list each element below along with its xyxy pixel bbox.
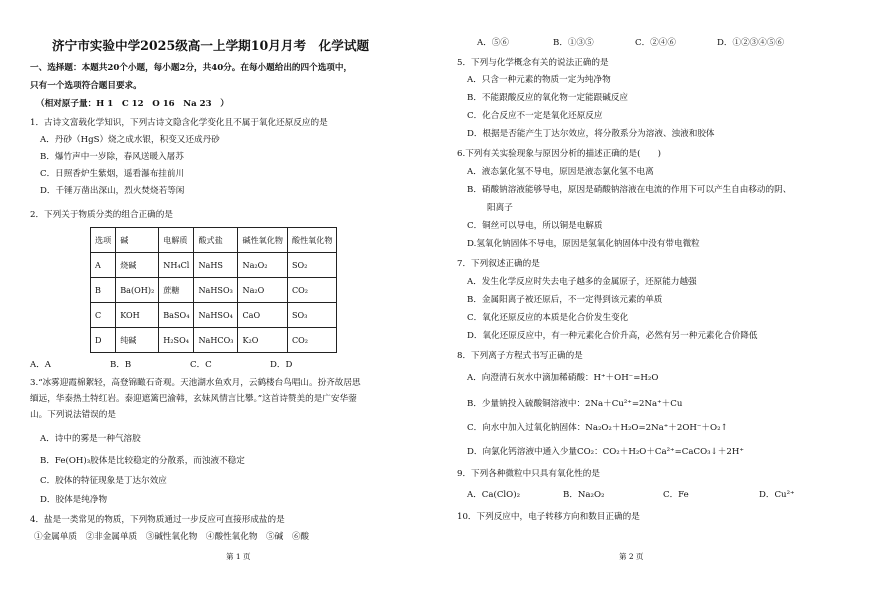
table-cell: Na₂O₂ [238, 253, 287, 278]
q6-option-b-cont: 阳离子 [487, 203, 513, 213]
table-header-cell: 酸式盐 [194, 228, 238, 253]
q3-option-c: C．胶体的特征现象是丁达尔效应 [40, 476, 167, 486]
q3-stem-line3: 山。下列说法错误的是 [30, 410, 116, 420]
table-cell: NaHCO₃ [194, 328, 238, 353]
table-header-cell: 碱性氧化物 [238, 228, 287, 253]
q6-option-d: D.氢氧化钠固体不导电，原因是氢氧化钠固体中没有带电微粒 [467, 239, 700, 249]
page-number: 第 2 页 [619, 552, 644, 561]
q9-option-b: B．Na₂O₂ [563, 490, 605, 500]
table-cell: Na₂O [238, 278, 287, 303]
q7-option-c: C．氧化还原反应的本质是化合价发生变化 [467, 313, 629, 323]
table-cell: NH₄Cl [159, 253, 194, 278]
q1-option-d: D．千锤万凿出深山，烈火焚烧若等闲 [40, 186, 185, 196]
q7-stem: 7．下列叙述正确的是 [457, 259, 540, 269]
q10-stem: 10．下列反应中，电子转移方向和数目正确的是 [457, 512, 640, 522]
table-cell: C [91, 303, 116, 328]
table-row [91, 278, 337, 303]
table-cell: A [91, 253, 116, 278]
page-2 [457, 0, 857, 596]
table-row [91, 253, 337, 278]
q2-option-d: D．D [270, 360, 293, 370]
table-header-cell: 选项 [91, 228, 116, 253]
table-cell: CO₂ [287, 328, 336, 353]
q7-option-a: A．发生化学反应时失去电子越多的金属原子，还原能力越强 [467, 277, 697, 287]
q2-stem: 2．下列关于物质分类的组合正确的是 [30, 210, 173, 220]
table-cell: Ba(OH)₂ [116, 278, 159, 303]
table-cell: 蔗糖 [159, 278, 194, 303]
q6-option-c: C．铜丝可以导电，所以铜是电解质 [467, 221, 603, 231]
table-row [91, 303, 337, 328]
q3-stem-line1: 3.“冰雾迎霞棉絮轻，高登锦瞰石奇观。天池湖水鱼欢月，云鹤楼台鸟唱山。扮齐故居思 [30, 378, 361, 388]
q8-option-c: C．向水中加入过氧化钠固体：Na₂O₂＋H₂O=2Na⁺＋2OH⁻＋O₂↑ [467, 423, 728, 433]
classification-table [90, 227, 337, 353]
q8-option-d: D．向氯化钙溶液中通入少量CO₂：CO₂＋H₂O＋Ca²⁺=CaCO₃↓＋2H⁺ [467, 447, 744, 457]
q9-option-a: A．Ca(ClO)₂ [467, 490, 521, 500]
table-cell: CO₂ [287, 278, 336, 303]
section-heading-cont: 只有一个选项符合题目要求。 [30, 81, 142, 91]
table-cell: NaHSO₃ [194, 278, 238, 303]
q4-option-c: C．②④⑥ [635, 38, 676, 48]
q2-option-c: C．C [190, 360, 212, 370]
table-cell: CaO [238, 303, 287, 328]
table-cell: BaSO₄ [159, 303, 194, 328]
table-header-row [91, 228, 337, 253]
q9-option-d: D．Cu²⁺ [759, 490, 795, 500]
q1-option-c: C．日照香炉生紫烟，遥看瀑布挂前川 [40, 169, 185, 179]
q8-stem: 8．下列离子方程式书写正确的是 [457, 351, 583, 361]
q8-option-b: B．少量钠投入硫酸铜溶液中：2Na＋Cu²⁺=2Na⁺＋Cu [467, 399, 683, 409]
table-cell: K₂O [238, 328, 287, 353]
atomic-masses: （相对原子量：H 1 C 12 O 16 Na 23 ） [36, 99, 229, 109]
q9-stem: 9．下列各种微粒中只具有氧化性的是 [457, 469, 600, 479]
q4-items: ①金属单质 ②非金属单质 ③碱性氧化物 ④酸性氧化物 ⑤碱 ⑥酸 [34, 532, 310, 542]
q6-stem: 6.下列有关实验现象与原因分析的描述正确的是( ) [457, 149, 661, 159]
table-cell: SO₂ [287, 253, 336, 278]
q4-stem: 4．盐是一类常见的物质，下列物质通过一步反应可直接形成盐的是 [30, 515, 285, 525]
q2-option-b: B．B [110, 360, 132, 370]
table-header-cell: 碱 [116, 228, 159, 253]
q7-option-d: D．氧化还原反应中，有一种元素化合价升高，必然有另一种元素化合价降低 [467, 331, 758, 341]
q2-option-a: A．A [30, 360, 52, 370]
table-header-cell: 酸性氧化物 [287, 228, 336, 253]
page-number: 第 1 页 [226, 552, 251, 561]
section-heading: 一、选择题：本题共20个小题，每小题2分，共40分。在每小题给出的四个选项中， [30, 63, 353, 73]
q7-option-b: B．金属阳离子被还原后，不一定得到该元素的单质 [467, 295, 663, 305]
q2-options [30, 359, 430, 371]
q1-option-b: B．爆竹声中一岁除，春风送暖入屠苏 [40, 152, 184, 162]
q4-option-b: B．①③⑤ [553, 38, 594, 48]
q4-option-a: A．⑤⑥ [477, 38, 509, 48]
q5-stem: 5．下列与化学概念有关的说法正确的是 [457, 58, 609, 68]
q1-stem: 1．古诗文富载化学知识，下列古诗文隐含化学变化且不属于氧化还原反应的是 [30, 118, 328, 128]
q3-option-d: D．胶体是纯净物 [40, 495, 108, 505]
q1-option-a: A．丹砂（HgS）烧之成水银，积变又还成丹砂 [40, 135, 220, 145]
q3-option-b: B．Fe(OH)₃胶体是比较稳定的分散系，而浊液不稳定 [40, 456, 245, 466]
table-cell: SO₃ [287, 303, 336, 328]
q4-options [477, 37, 870, 49]
table-cell: 烧碱 [116, 253, 159, 278]
q3-option-a: A．诗中的雾是一种气溶胶 [40, 434, 141, 444]
q5-option-c: C．化合反应不一定是氧化还原反应 [467, 111, 603, 121]
table-cell: KOH [116, 303, 159, 328]
q6-option-b: B．硝酸钠溶液能够导电，原因是硝酸钠溶液在电流的作用下可以产生自由移动的阴、 [467, 185, 792, 195]
table-cell: NaHS [194, 253, 238, 278]
table-cell: H₂SO₄ [159, 328, 194, 353]
table-header-cell: 电解质 [159, 228, 194, 253]
table-cell: NaHSO₄ [194, 303, 238, 328]
q9-option-c: C．Fe [663, 490, 689, 500]
q4-option-d: D．①②③④⑤⑥ [717, 38, 785, 48]
q5-option-a: A．只含一种元素的物质一定为纯净物 [467, 75, 611, 85]
exam-title: 济宁市实验中学2025级高一上学期10月月考 化学试题 [52, 38, 370, 53]
table-cell: B [91, 278, 116, 303]
q9-options [467, 489, 867, 501]
table-cell: 纯碱 [116, 328, 159, 353]
q5-option-b: B．不能跟酸反应的氧化物一定能跟碱反应 [467, 93, 629, 103]
page-1 [30, 0, 430, 596]
q5-option-d: D．根据是否能产生丁达尔效应，将分散系分为溶液、浊液和胶体 [467, 129, 715, 139]
q3-stem-line2: 缅远，华泰热土特红岩。泰迎遮篱巴渝韩，玄妹风情言比攀。”这首诗赞美的是广安华蓥 [30, 394, 357, 404]
q8-option-a: A．向澄清石灰水中滴加稀硝酸：H⁺＋OH⁻=H₂O [467, 373, 659, 383]
table-cell: D [91, 328, 116, 353]
q6-option-a: A．液态氯化氢不导电，原因是液态氯化氢不电离 [467, 167, 654, 177]
table-row [91, 328, 337, 353]
